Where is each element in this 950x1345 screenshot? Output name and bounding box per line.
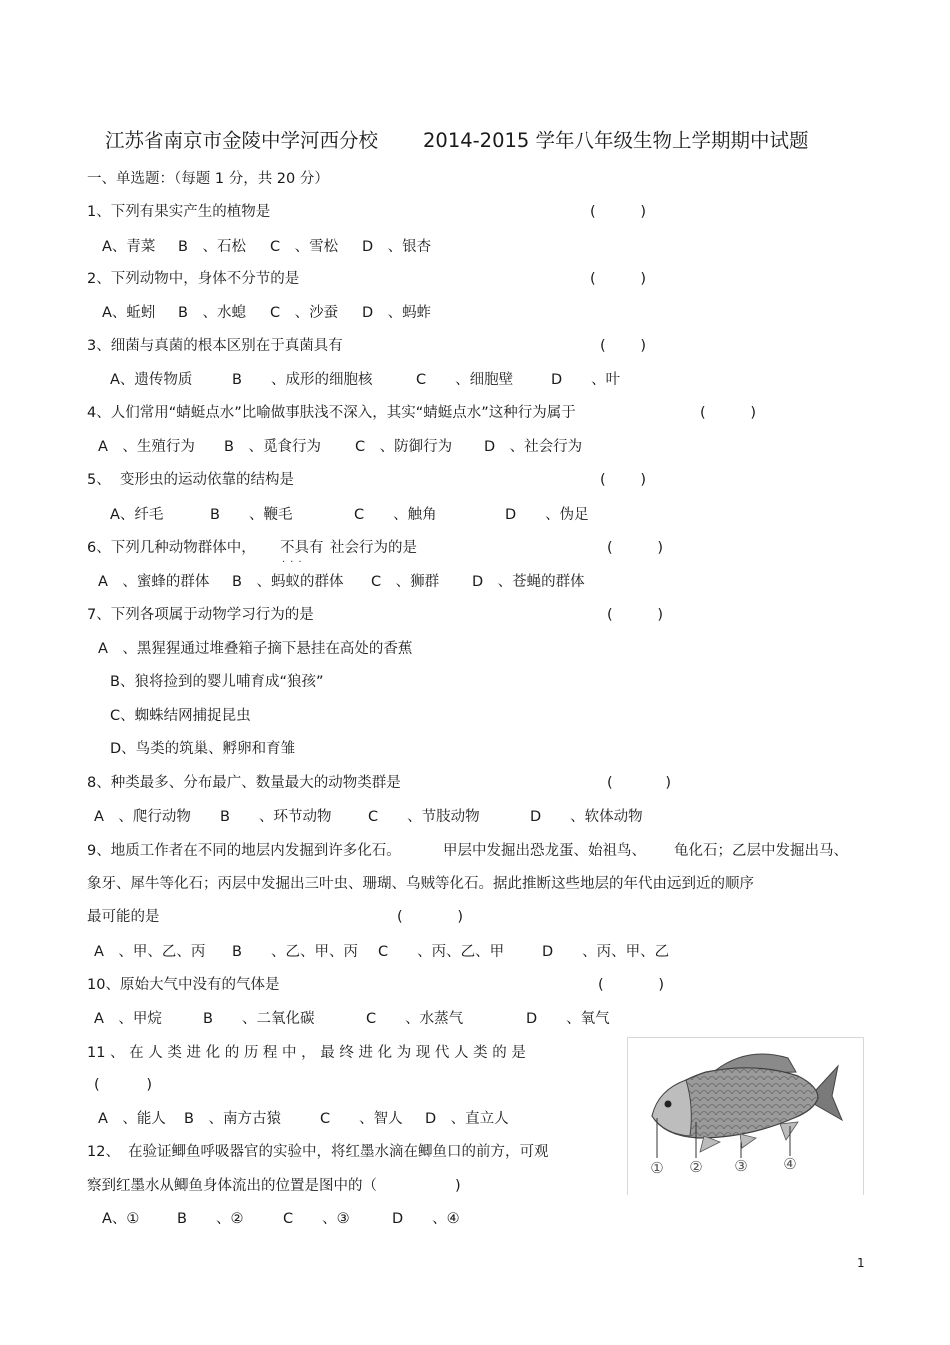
- fish-head: [652, 1080, 691, 1136]
- question-10-option-c: C 、水蒸气: [366, 1011, 464, 1027]
- question-11-option-a: A 、能人: [98, 1111, 166, 1127]
- question-10-option-d: D 、氧气: [526, 1011, 610, 1027]
- answer-blank: ( ): [598, 977, 664, 993]
- question-3-option-b: B 、成形的细胞核: [232, 372, 373, 388]
- question-4-option-a: A 、生殖行为: [98, 439, 195, 455]
- answer-blank: ( ): [600, 338, 646, 354]
- label-1: ①: [650, 1159, 664, 1177]
- question-8-option-d: D 、软体动物: [530, 809, 643, 825]
- question-1-option-c: C 、雪松: [270, 239, 339, 255]
- question-5-option-d: D 、伪足: [505, 507, 589, 523]
- section-heading: 一、单选题：（每题 1 分，共 20 分）: [87, 171, 329, 187]
- question-7-option-c: C、蜘蛛结网捕捉昆虫: [110, 708, 251, 724]
- pelvic-fin: [740, 1134, 756, 1148]
- question-1-option-d: D 、银杏: [362, 239, 432, 255]
- question-3-option-c: C 、细胞壁: [416, 372, 514, 388]
- question-10-stem: 10、原始大气中没有的气体是: [87, 977, 280, 993]
- question-12-stem-line-2: 察到红墨水从鲫鱼身体流出的位置是图中的（: [87, 1178, 377, 1194]
- question-9-option-d: D 、丙、甲、乙: [542, 944, 670, 960]
- emphasis-dots: ···: [282, 557, 307, 568]
- label-4: ④: [783, 1155, 797, 1173]
- answer-blank: ( ): [94, 1077, 152, 1093]
- question-9-option-c: C 、丙、乙、甲: [378, 944, 505, 960]
- question-9-stem-line-1c: 龟化石；乙层中发掘出马、: [674, 843, 848, 859]
- question-9-option-b: B 、乙、甲、丙: [232, 944, 358, 960]
- question-11-option-d: D 、直立人: [425, 1111, 509, 1127]
- question-4-option-c: C 、防御行为: [355, 439, 453, 455]
- question-12-stem: 在验证鲫鱼呼吸器官的实验中，将红墨水滴在鲫鱼口的前方，可观: [128, 1144, 549, 1160]
- answer-blank: ( ): [397, 909, 463, 925]
- question-1-stem: 1、下列有果实产生的植物是: [87, 204, 271, 220]
- question-5-number: 5、: [87, 472, 111, 488]
- question-6-stem-b: 社会行为的是: [330, 540, 417, 556]
- question-3-stem: 3、细菌与真菌的根本区别在于真菌具有: [87, 338, 343, 354]
- answer-blank-close: ): [455, 1178, 461, 1194]
- question-12-option-b: B 、②: [177, 1211, 244, 1227]
- question-3-option-d: D 、叶: [551, 372, 621, 388]
- question-4-option-d: D 、社会行为: [484, 439, 583, 455]
- question-7-option-a: A 、黑猩猩通过堆叠箱子摘下悬挂在高处的香蕉: [98, 641, 413, 657]
- question-1-option-b: B 、石松: [178, 239, 246, 255]
- pectoral-fin: [700, 1136, 720, 1152]
- question-5-option-c: C 、触角: [354, 507, 437, 523]
- exam-title-subject: 2014-2015 学年八年级生物上学期期中试题: [423, 129, 809, 152]
- fish-illustration: [628, 1038, 863, 1195]
- answer-blank: ( ): [600, 472, 646, 488]
- answer-blank: ( ): [700, 405, 756, 421]
- question-5-option-b: B 、鞭毛: [210, 507, 293, 523]
- question-8-option-c: C 、节肢动物: [368, 809, 480, 825]
- question-12-option-d: D 、④: [392, 1211, 460, 1227]
- answer-blank: ( ): [607, 607, 663, 623]
- question-11-option-b: B 、南方古猿: [184, 1111, 281, 1127]
- question-4-stem: 4、人们常用“蜻蜓点水”比喻做事肤浅不深入，其实“蜻蜓点水”这种行为属于: [87, 405, 576, 421]
- question-6-stem-emphasis: 不具有: [280, 540, 324, 556]
- question-12-number: 12、: [87, 1144, 120, 1160]
- question-6-option-a: A 、蜜蜂的群体: [98, 574, 210, 590]
- question-11-stem: 11 、 在 人 类 进 化 的 历 程 中 ， 最 终 进 化 为 现 代 人 类 的 是: [87, 1045, 526, 1061]
- question-8-stem: 8、种类最多、分布最广、数量最大的动物类群是: [87, 775, 401, 791]
- question-11-option-c: C 、智人: [320, 1111, 403, 1127]
- question-7-stem: 7、下列各项属于动物学习行为的是: [87, 607, 314, 623]
- question-2-option-b: B 、水螅: [178, 305, 246, 321]
- tail-fin: [814, 1066, 842, 1120]
- question-3-option-a: A、遗传物质: [110, 372, 193, 388]
- question-1-option-a: A、青菜: [102, 239, 156, 255]
- question-9-stem-line-2: 象牙、犀牛等化石；丙层中发掘出三叶虫、珊瑚、乌贼等化石。据此推断这些地层的年代由远到近的顺序: [87, 876, 754, 892]
- question-9-stem-line-1a: 9、地质工作者在不同的地层内发掘到许多化石。: [87, 843, 401, 859]
- anal-fin: [780, 1122, 798, 1140]
- question-7-option-b: B、狼将捡到的婴儿哺育成“狼孩”: [110, 674, 324, 690]
- question-5-stem: 变形虫的运动依靠的结构是: [120, 472, 294, 488]
- question-9-option-a: A 、甲、乙、丙: [94, 944, 206, 960]
- exam-title-school: 江苏省南京市金陵中学河西分校: [105, 129, 379, 152]
- question-6-option-d: D 、苍蝇的群体: [472, 574, 585, 590]
- question-2-option-c: C 、沙蚕: [270, 305, 339, 321]
- question-6-option-b: B 、蚂蚁的群体: [232, 574, 344, 590]
- question-5-option-a: A、纤毛: [110, 507, 164, 523]
- question-12-option-c: C 、③: [283, 1211, 350, 1227]
- question-6-stem-a: 6、下列几种动物群体中，: [87, 540, 256, 556]
- question-8-option-a: A 、爬行动物: [94, 809, 191, 825]
- label-2: ②: [689, 1158, 703, 1176]
- answer-blank: ( ): [607, 540, 663, 556]
- question-4-option-b: B 、觅食行为: [224, 439, 321, 455]
- question-9-stem-line-3: 最可能的是: [87, 909, 160, 925]
- question-2-stem: 2、下列动物中，身体不分节的是: [87, 271, 300, 287]
- question-6-option-c: C 、狮群: [371, 574, 440, 590]
- fish-eye: [665, 1101, 672, 1108]
- answer-blank: ( ): [607, 775, 671, 791]
- label-3: ③: [734, 1157, 748, 1175]
- answer-blank: ( ): [590, 204, 646, 220]
- question-7-option-d: D、鸟类的筑巢、孵卵和育雏: [110, 741, 296, 757]
- question-2-option-d: D 、蚂蚱: [362, 305, 432, 321]
- fish-diagram: [627, 1037, 864, 1195]
- question-10-option-a: A 、甲烷: [94, 1011, 162, 1027]
- question-8-option-b: B 、环节动物: [220, 809, 332, 825]
- question-2-option-a: A、蚯蚓: [102, 305, 156, 321]
- answer-blank: ( ): [590, 271, 646, 287]
- page-number: 1: [857, 1256, 865, 1270]
- question-10-option-b: B 、二氧化碳: [203, 1011, 315, 1027]
- question-9-stem-line-1b: 甲层中发掘出恐龙蛋、始祖鸟、: [443, 843, 646, 859]
- question-12-option-a: A、①: [102, 1211, 140, 1227]
